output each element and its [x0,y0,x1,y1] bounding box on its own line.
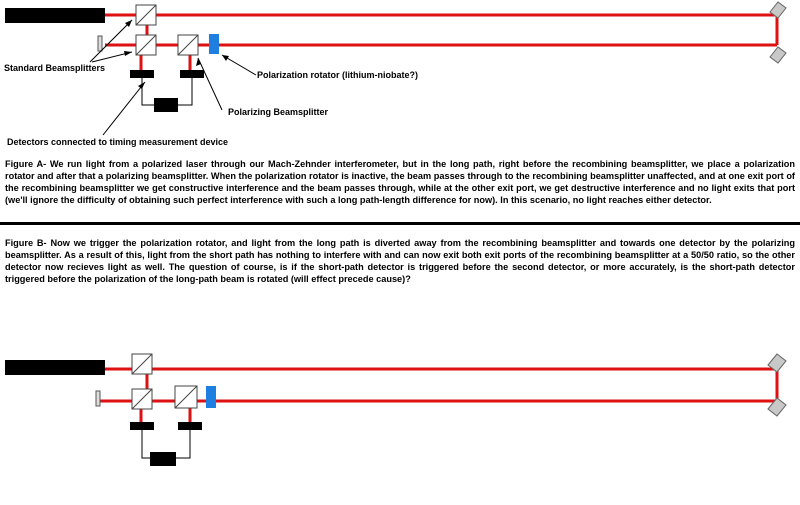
timing-device-b [150,452,176,466]
laser [5,8,105,23]
detector-wire-d [176,430,190,458]
laser-b [5,360,105,375]
figure-b-caption: Figure B- Now we trigger the polarization rotator, and light from the long path is diverted away from the recombining beamsplitter and towards one detector by the polarizing beamsplitter. As a result of this, light from the short path has nothing to interfere with and can now exit both exit ports of the recombining beamsplitter at a 50/50 ratio, so the other detector now recieves light as well. The question of course, is if the short-path detector is triggered before the second detector, or more accurately, is the short-path detector triggered before the polarization of the long-path beam is rotated (will effect precede cause)? [5,238,795,284]
polarization-rotator-b [206,386,216,408]
mirror-bottom-a [770,47,786,63]
standard-beamsplitter-bottom-b [132,389,152,409]
standard-beamsplitter-top-b [132,354,152,374]
polarization-rotator-a [209,34,219,54]
label-polarization-rotator: Polarization rotator (lithium-niobate?) [257,70,418,80]
figure-b-setup [5,354,786,466]
polarizing-beamsplitter-b [175,386,197,408]
label-detectors: Detectors connected to timing measurement device [7,137,229,147]
timing-device-a [154,98,178,112]
detector-wire-b [178,78,192,105]
figure-a-caption: Figure A- We run light from a polarized laser through our Mach-Zehnder interferometer, but in the long path, right before the recombining beamsplitter, we place a polarization rotator and after that a polarizing beamsplitter. When the polarization rotator is inactive, the beam passes through to the recombining beamsplitter unaffected, and at one exit port of the recombining beamsplitter we get constructive interference and the beam passes through, while at the other exit port, we get destructive interference and no light exits that port (we'll ignore the difficulty of obtaining such perfect interference with such a long path-length difference for now). In this scenario, no light reaches either detector. [5,159,795,205]
label-polarizing-beamsplitter: Polarizing Beamsplitter [228,107,329,117]
detector-wire-a [142,78,154,105]
detector-wire-c [142,430,150,458]
end-stop-a [98,36,102,51]
detector-left-a [130,70,154,78]
detector-right-a [180,70,204,78]
standard-beamsplitter-bottom-a [136,35,156,55]
end-stop-b [96,391,100,406]
figure-a-setup [5,2,786,135]
pointer-standard-bs-top [90,20,132,62]
detector-right-b [178,422,202,430]
section-divider [0,222,800,225]
label-standard-beamsplitters: Standard Beamsplitters [4,63,106,73]
pointer-polarizing-bs [198,58,222,110]
pointer-detectors [103,82,145,135]
standard-beamsplitter-top-a [136,5,156,25]
detector-left-b [130,422,154,430]
polarizing-beamsplitter-a [178,35,198,55]
